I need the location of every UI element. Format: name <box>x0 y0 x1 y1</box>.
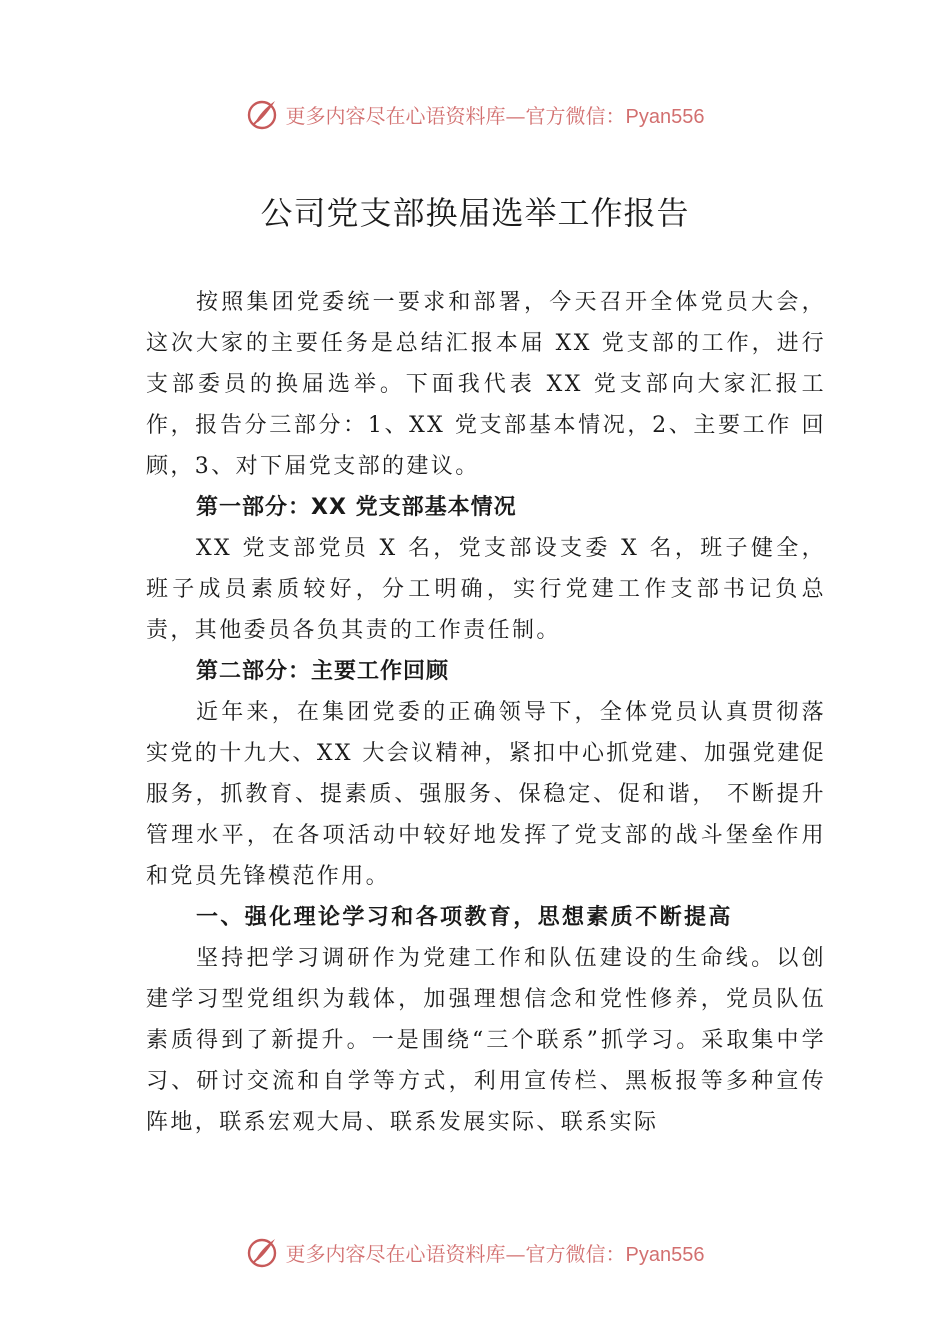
watermark-brand: 更多内容尽在心语资料库 <box>285 103 506 128</box>
quill-circle-icon <box>246 1235 280 1269</box>
watermark-banner-bottom <box>0 1232 950 1272</box>
watermark-wechat-label: 官方微信： <box>525 1241 626 1266</box>
watermark-separator: — <box>505 103 526 128</box>
watermark-wechat-label: 官方微信： <box>525 103 626 128</box>
part2-paragraph: 近年来，在集团党委的正确领导下，全体党员认真贯彻落实党的十九大、XX 大会议精神，紧扣中心抓党建、加强党建促服务，抓教育、提素质、强服务、保稳定、促和谐， 不断提升管理水平，在各项活动中较好地发挥了党支部的战斗堡垒作用和党员先锋模范作用。 <box>146 700 826 889</box>
part1-paragraph: XX 党支部党员 X 名，党支部设支委 X 名，班子健全，班子成员素质较好，分工明确，实行党建工作支部书记负总责，其他委员各负其责的工作责任制。 <box>146 536 826 643</box>
intro-paragraph: 按照集团党委统一要求和部署，今天召开全体党员大会，这次大家的主要任务是总结汇报本届 XX 党支部的工作，进行支部委员的换届选举。下面我代表 XX 党支部向大家汇报工作，报告分三部分：1、XX 党支部基本情况，2、主要工作 回顾，3、对下届党支部的建议。 <box>146 290 826 479</box>
document-body <box>146 282 826 1143</box>
watermark-text <box>286 1238 705 1267</box>
watermark-wechat-id: Pyan556 <box>625 1243 705 1266</box>
watermark-wechat-id: Pyan556 <box>625 105 705 128</box>
watermark-separator: — <box>505 1241 526 1266</box>
part1-heading: 第一部分：XX 党支部基本情况 <box>196 495 517 520</box>
quill-circle-icon <box>246 97 280 131</box>
watermark-text <box>286 100 705 129</box>
watermark-banner-top <box>0 94 950 134</box>
section1-heading: 一、强化理论学习和各项教育，思想素质不断提高 <box>196 904 733 930</box>
part2-heading: 第二部分：主要工作回顾 <box>196 659 450 684</box>
document-title: 公司党支部换届选举工作报告 <box>260 194 690 232</box>
watermark-brand: 更多内容尽在心语资料库 <box>285 1241 506 1266</box>
section1-paragraph: 坚持把学习调研作为党建工作和队伍建设的生命线。以创建学习型党组织为载体，加强理想信念和党性修养，党员队伍素质得到了新提升。一是围绕“三个联系”抓学习。采取集中学习、研讨交流和自学等方式，利用宣传栏、黑板报等多种宣传阵地，联系宏观大局、联系发展实际、联系实际 <box>146 946 826 1135</box>
